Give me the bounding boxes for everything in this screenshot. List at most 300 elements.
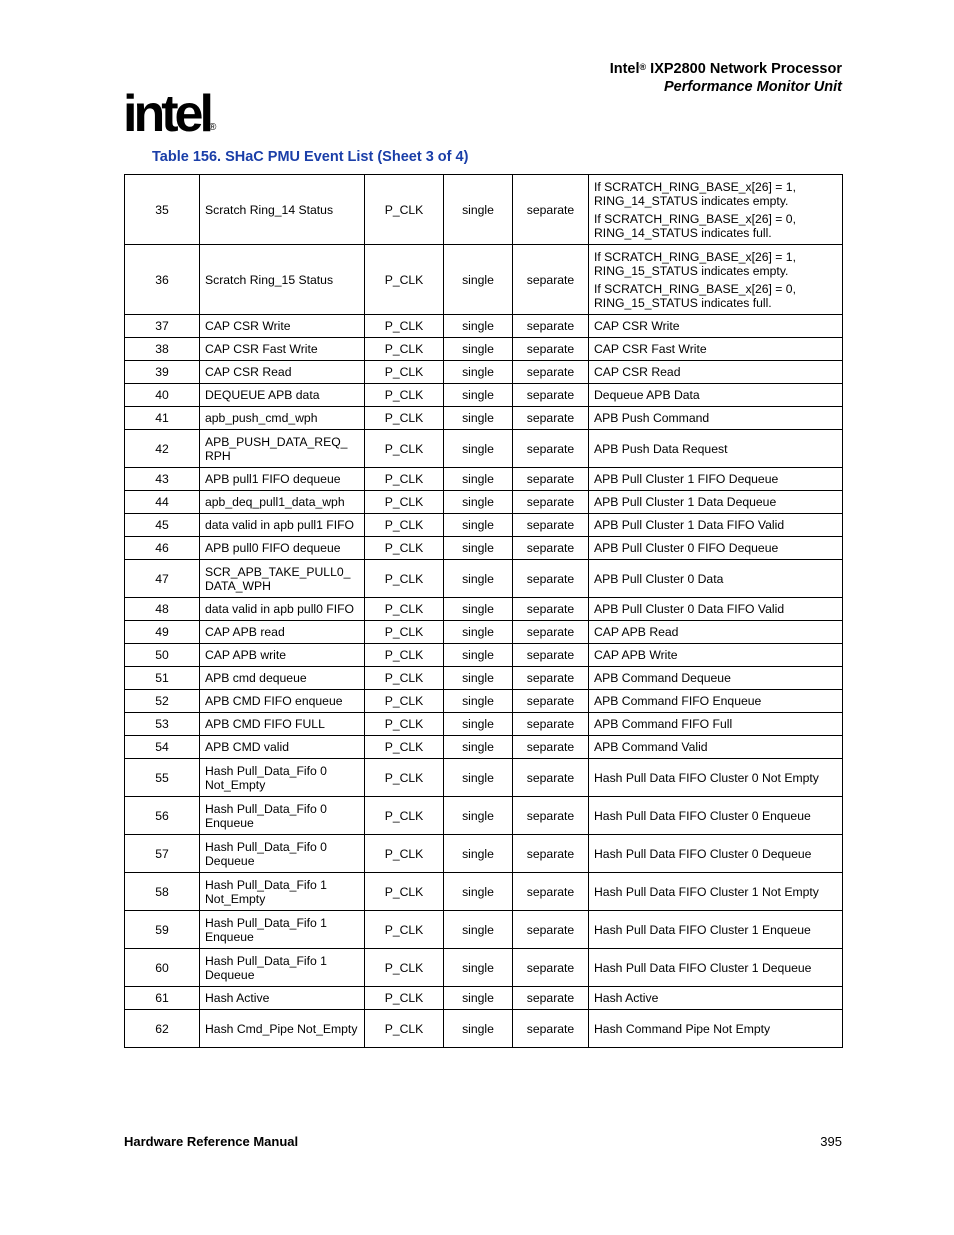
event-description (589, 245, 843, 315)
event-type (444, 361, 513, 384)
event-description-text: Hash Active (594, 991, 659, 1005)
event-mode (513, 797, 589, 835)
event-type-text: single (462, 740, 494, 754)
event-description (589, 537, 843, 560)
event-description-text: APB Pull Cluster 1 Data Dequeue (594, 495, 777, 509)
event-number-text: 40 (155, 388, 169, 402)
event-description (589, 873, 843, 911)
event-description (589, 621, 843, 644)
event-name (200, 560, 365, 598)
event-mode (513, 468, 589, 491)
event-name-text: DEQUEUE APB data (205, 388, 320, 402)
event-mode (513, 537, 589, 560)
event-type (444, 175, 513, 245)
event-type (444, 873, 513, 911)
event-clock-text: P_CLK (384, 602, 424, 616)
event-mode-text: separate (526, 411, 575, 425)
event-description-text: APB Pull Cluster 1 FIFO Dequeue (594, 472, 779, 486)
event-type (444, 949, 513, 987)
event-number-text: 43 (155, 472, 169, 486)
event-type (444, 560, 513, 598)
event-number (125, 987, 200, 1010)
event-number-text: 58 (155, 884, 169, 899)
event-name-text: CAP CSR Write (205, 319, 291, 333)
table-row (125, 491, 843, 514)
event-clock (365, 713, 444, 736)
event-number (125, 537, 200, 560)
event-type-text: single (462, 846, 494, 861)
event-number (125, 797, 200, 835)
event-clock-text: P_CLK (384, 272, 424, 287)
event-description (589, 713, 843, 736)
event-name-text: data valid in apb pull1 FIFO (205, 518, 355, 532)
event-mode (513, 873, 589, 911)
event-name (200, 384, 365, 407)
event-description (589, 491, 843, 514)
table-row (125, 713, 843, 736)
event-name-text: CAP CSR Fast Write (205, 342, 318, 356)
table-row (125, 175, 843, 245)
event-mode-text: separate (526, 671, 575, 685)
event-type (444, 713, 513, 736)
event-name-text: Hash Pull_Data_Fifo 0 Not_Empty (205, 763, 327, 792)
event-table (124, 174, 843, 1048)
event-mode (513, 491, 589, 514)
intel-logo (123, 84, 223, 144)
event-description (589, 1010, 843, 1048)
event-number (125, 598, 200, 621)
event-type (444, 667, 513, 690)
event-description-text: APB Command Valid (594, 740, 708, 754)
event-clock (365, 736, 444, 759)
event-name-text: CAP APB read (205, 625, 285, 639)
event-description-text: Hash Pull Data FIFO Cluster 1 Enqueue (594, 922, 811, 937)
table-row (125, 560, 843, 598)
event-type-text: single (462, 388, 494, 402)
event-type (444, 835, 513, 873)
event-number (125, 407, 200, 430)
event-mode (513, 245, 589, 315)
event-name-text: Hash Pull_Data_Fifo 1 Dequeue (205, 953, 327, 982)
event-type (444, 598, 513, 621)
event-type-text: single (462, 625, 494, 639)
event-description-text: APB Pull Cluster 1 Data FIFO Valid (594, 518, 785, 532)
event-number-text: 55 (155, 770, 169, 785)
event-number (125, 338, 200, 361)
event-clock-text: P_CLK (384, 960, 424, 975)
event-type (444, 797, 513, 835)
event-number-text: 48 (155, 602, 169, 616)
event-mode (513, 759, 589, 797)
event-mode-text: separate (526, 602, 575, 616)
event-mode (513, 315, 589, 338)
event-type-text: single (462, 808, 494, 823)
event-type (444, 736, 513, 759)
event-mode-text: separate (526, 541, 575, 555)
event-clock (365, 245, 444, 315)
event-type-text: single (462, 202, 494, 217)
event-name (200, 491, 365, 514)
event-name (200, 537, 365, 560)
event-type (444, 491, 513, 514)
event-clock (365, 430, 444, 468)
event-clock-text: P_CLK (384, 495, 424, 509)
event-description (589, 911, 843, 949)
event-type-text: single (462, 602, 494, 616)
event-name (200, 690, 365, 713)
event-type (444, 384, 513, 407)
event-description (589, 361, 843, 384)
event-name (200, 315, 365, 338)
event-clock-text: P_CLK (384, 694, 424, 708)
event-clock-text: P_CLK (384, 671, 424, 685)
event-description-text: APB Pull Cluster 0 Data (594, 571, 724, 586)
event-name-text: Scratch Ring_15 Status (205, 272, 334, 287)
event-mode (513, 690, 589, 713)
event-name-text: APB pull0 FIFO dequeue (205, 541, 341, 555)
event-mode (513, 407, 589, 430)
event-clock (365, 667, 444, 690)
event-clock-text: P_CLK (384, 388, 424, 402)
event-mode (513, 430, 589, 468)
header-reg-mark: ® (639, 62, 647, 72)
event-number-text: 38 (155, 342, 169, 356)
table-row (125, 1010, 843, 1048)
event-clock (365, 690, 444, 713)
event-mode-text: separate (526, 846, 575, 861)
event-mode (513, 835, 589, 873)
event-name-text: apb_push_cmd_wph (205, 411, 318, 425)
event-clock (365, 1010, 444, 1048)
event-type-text: single (462, 441, 494, 456)
event-mode-text: separate (526, 884, 575, 899)
event-name-text: Scratch Ring_14 Status (205, 202, 334, 217)
header-brand: Intel (609, 61, 640, 77)
event-mode-text: separate (526, 740, 575, 754)
event-description-text: CAP CSR Write (594, 319, 680, 333)
table-row (125, 759, 843, 797)
event-name-text: APB cmd dequeue (205, 671, 307, 685)
event-type-text: single (462, 571, 494, 586)
table-row (125, 468, 843, 491)
event-description (589, 560, 843, 598)
event-type-text: single (462, 884, 494, 899)
table-row (125, 987, 843, 1010)
table-row (125, 949, 843, 987)
table-row (125, 537, 843, 560)
event-clock (365, 987, 444, 1010)
table-row (125, 315, 843, 338)
event-type-text: single (462, 991, 494, 1005)
event-mode-text: separate (526, 272, 575, 287)
event-mode (513, 384, 589, 407)
table-row (125, 407, 843, 430)
event-clock (365, 949, 444, 987)
event-clock-text: P_CLK (384, 472, 424, 486)
event-mode (513, 911, 589, 949)
event-name (200, 949, 365, 987)
event-number-text: 50 (155, 648, 169, 662)
event-description (589, 690, 843, 713)
event-mode (513, 361, 589, 384)
event-clock (365, 621, 444, 644)
event-clock (365, 407, 444, 430)
event-clock-text: P_CLK (384, 991, 424, 1005)
event-type (444, 987, 513, 1010)
table-row (125, 667, 843, 690)
event-type-text: single (462, 960, 494, 975)
event-name (200, 598, 365, 621)
header-product-line (610, 60, 842, 78)
event-description-text: CAP CSR Read (594, 365, 681, 379)
event-description-text: Hash Pull Data FIFO Cluster 1 Not Empty (594, 884, 819, 899)
event-name-text: Hash Cmd_Pipe Not_Empty (205, 1021, 358, 1036)
event-type (444, 621, 513, 644)
event-description-text: APB Command Dequeue (594, 671, 731, 685)
event-number (125, 1010, 200, 1048)
event-mode (513, 736, 589, 759)
event-description (589, 797, 843, 835)
event-type-text: single (462, 694, 494, 708)
event-description-text-2: If SCRATCH_RING_BASE_x[26] = 0, RING_14_STATUS indicates full. (594, 211, 796, 240)
event-clock (365, 873, 444, 911)
event-number-text: 56 (155, 808, 169, 823)
event-type-text: single (462, 671, 494, 685)
table-row (125, 245, 843, 315)
event-clock-text: P_CLK (384, 922, 424, 937)
event-clock-text: P_CLK (384, 518, 424, 532)
event-clock (365, 175, 444, 245)
table-row (125, 736, 843, 759)
event-mode-text: separate (526, 342, 575, 356)
event-description-text: CAP CSR Fast Write (594, 342, 707, 356)
event-clock-text: P_CLK (384, 808, 424, 823)
event-type (444, 1010, 513, 1048)
table-row (125, 361, 843, 384)
event-mode-text: separate (526, 518, 575, 532)
event-name (200, 468, 365, 491)
event-description-text: Hash Pull Data FIFO Cluster 0 Enqueue (594, 808, 811, 823)
event-mode-text: separate (526, 472, 575, 486)
event-clock (365, 598, 444, 621)
event-type (444, 407, 513, 430)
table-row (125, 384, 843, 407)
event-mode-text: separate (526, 922, 575, 937)
event-mode (513, 949, 589, 987)
event-mode-text: separate (526, 694, 575, 708)
event-description-text: CAP APB Write (594, 648, 678, 662)
event-mode-text: separate (526, 388, 575, 402)
event-clock-text: P_CLK (384, 770, 424, 785)
event-number-text: 46 (155, 541, 169, 555)
event-mode (513, 1010, 589, 1048)
event-number (125, 736, 200, 759)
event-clock (365, 361, 444, 384)
event-clock (365, 537, 444, 560)
event-name (200, 514, 365, 537)
event-name-text: Hash Pull_Data_Fifo 0 Dequeue (205, 839, 327, 868)
event-number-text: 59 (155, 922, 169, 937)
event-description (589, 644, 843, 667)
table-row (125, 873, 843, 911)
event-name (200, 175, 365, 245)
event-type (444, 315, 513, 338)
event-name-text: CAP APB write (205, 648, 287, 662)
event-number (125, 690, 200, 713)
event-description-text: APB Command FIFO Full (594, 717, 733, 731)
event-number (125, 361, 200, 384)
event-name-text: APB CMD FIFO enqueue (205, 694, 343, 708)
event-number-text: 52 (155, 694, 169, 708)
event-clock (365, 759, 444, 797)
event-number (125, 384, 200, 407)
event-type (444, 759, 513, 797)
event-description (589, 514, 843, 537)
event-type-text: single (462, 495, 494, 509)
event-mode (513, 667, 589, 690)
event-description-text: CAP APB Read (594, 625, 679, 639)
event-description-text: Hash Pull Data FIFO Cluster 1 Dequeue (594, 960, 812, 975)
event-type-text: single (462, 648, 494, 662)
event-clock (365, 797, 444, 835)
event-description-text: If SCRATCH_RING_BASE_x[26] = 1, RING_15_STATUS indicates empty. (594, 249, 796, 278)
event-type (444, 514, 513, 537)
event-clock-text: P_CLK (384, 411, 424, 425)
event-number-text: 62 (155, 1021, 169, 1036)
event-number (125, 315, 200, 338)
event-number (125, 468, 200, 491)
event-number (125, 175, 200, 245)
event-type-text: single (462, 411, 494, 425)
event-name-text: Hash Pull_Data_Fifo 1 Not_Empty (205, 877, 327, 906)
event-name-text: Hash Pull_Data_Fifo 0 Enqueue (205, 801, 327, 830)
event-description (589, 667, 843, 690)
event-type (444, 911, 513, 949)
event-type (444, 690, 513, 713)
event-clock (365, 468, 444, 491)
event-clock-text: P_CLK (384, 319, 424, 333)
header-section: Performance Monitor Unit (663, 79, 842, 95)
event-type-text: single (462, 319, 494, 333)
event-description (589, 175, 843, 245)
event-type-text: single (462, 472, 494, 486)
event-type-text: single (462, 518, 494, 532)
event-mode-text: separate (526, 770, 575, 785)
event-number-text: 39 (155, 365, 169, 379)
event-name (200, 713, 365, 736)
event-clock (365, 384, 444, 407)
event-clock-text: P_CLK (384, 571, 424, 586)
event-mode (513, 713, 589, 736)
event-number (125, 911, 200, 949)
event-description (589, 338, 843, 361)
event-mode-text: separate (526, 202, 575, 217)
event-type (444, 245, 513, 315)
event-description (589, 468, 843, 491)
event-number-text: 53 (155, 717, 169, 731)
event-name-text: data valid in apb pull0 FIFO (205, 602, 355, 616)
event-clock-text: P_CLK (384, 846, 424, 861)
table-row (125, 598, 843, 621)
event-number-text: 44 (155, 495, 169, 509)
event-mode (513, 338, 589, 361)
event-type (444, 468, 513, 491)
event-clock (365, 338, 444, 361)
event-description-text: APB Push Command (594, 411, 710, 425)
event-description (589, 759, 843, 797)
event-type (444, 537, 513, 560)
event-mode (513, 175, 589, 245)
event-description-text: APB Pull Cluster 0 FIFO Dequeue (594, 541, 779, 555)
event-number (125, 491, 200, 514)
event-mode-text: separate (526, 495, 575, 509)
event-description (589, 949, 843, 987)
event-number-text: 57 (155, 846, 169, 861)
event-number (125, 430, 200, 468)
event-name (200, 911, 365, 949)
logo-reg-mark: ® (209, 122, 217, 133)
event-clock (365, 644, 444, 667)
event-mode-text: separate (526, 625, 575, 639)
table-row (125, 690, 843, 713)
event-description-text-2: If SCRATCH_RING_BASE_x[26] = 0, RING_15_STATUS indicates full. (594, 281, 796, 310)
event-mode (513, 514, 589, 537)
event-mode-text: separate (526, 319, 575, 333)
event-number (125, 949, 200, 987)
table-row (125, 644, 843, 667)
event-mode (513, 621, 589, 644)
event-mode (513, 644, 589, 667)
event-name (200, 245, 365, 315)
event-name-text: apb_deq_pull1_data_wph (205, 495, 345, 509)
event-number-text: 37 (155, 319, 169, 333)
table-row (125, 430, 843, 468)
document-header (610, 60, 842, 96)
event-mode (513, 598, 589, 621)
event-type-text: single (462, 365, 494, 379)
event-name (200, 797, 365, 835)
event-name (200, 835, 365, 873)
event-clock-text: P_CLK (384, 740, 424, 754)
event-type-text: single (462, 922, 494, 937)
event-description-text: APB Command FIFO Enqueue (594, 694, 762, 708)
event-name (200, 644, 365, 667)
event-name (200, 667, 365, 690)
event-mode-text: separate (526, 808, 575, 823)
event-clock (365, 560, 444, 598)
event-type-text: single (462, 342, 494, 356)
header-product: IXP2800 Network Processor (650, 61, 842, 77)
event-number (125, 873, 200, 911)
event-name (200, 759, 365, 797)
event-number (125, 560, 200, 598)
footer-page-number: 395 (820, 1134, 842, 1149)
event-table-body (125, 175, 843, 1048)
event-mode-text: separate (526, 960, 575, 975)
event-name (200, 407, 365, 430)
event-name (200, 987, 365, 1010)
event-type-text: single (462, 541, 494, 555)
event-name (200, 1010, 365, 1048)
event-description-text: APB Pull Cluster 0 Data FIFO Valid (594, 602, 785, 616)
event-description-text: Hash Pull Data FIFO Cluster 0 Dequeue (594, 846, 812, 861)
event-mode (513, 987, 589, 1010)
logo-wordmark: intel (123, 85, 210, 143)
event-type-text: single (462, 272, 494, 287)
table-caption: Table 156. SHaC PMU Event List (Sheet 3 of 4) (152, 149, 469, 165)
event-description (589, 736, 843, 759)
event-name-text: APB pull1 FIFO dequeue (205, 472, 341, 486)
